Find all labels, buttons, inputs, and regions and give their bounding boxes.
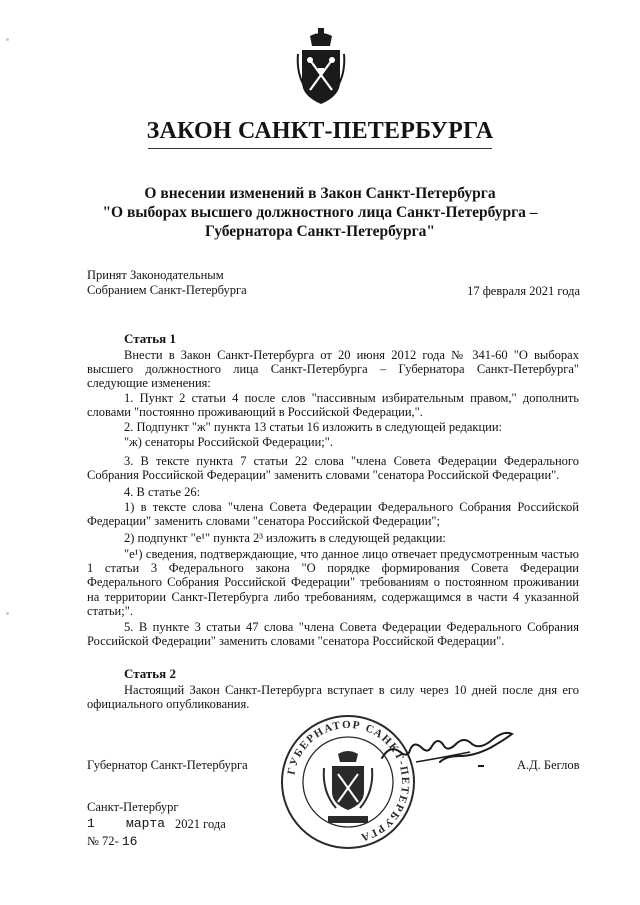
article-1-paragraph: 2. Подпункт "ж" пункта 13 статьи 16 изложить в следующей редакции: (124, 420, 503, 434)
law-title: ЗАКОН САНКТ-ПЕТЕРБУРГА (146, 118, 494, 144)
article-2-heading: Статья 2 (124, 666, 176, 681)
signing-place: Санкт-Петербург (87, 800, 179, 814)
signing-day: 1 (87, 816, 95, 831)
law-number (87, 834, 137, 849)
title-underline (148, 148, 492, 149)
scan-mark (6, 38, 9, 41)
article-1-heading: Статья 1 (124, 331, 176, 346)
adoption-note (87, 268, 247, 297)
article-1-paragraph: Внести в Закон Санкт-Петербурга от 20 июня 2012 года № 341-60 "О выборах высшего должностного лица Санкт-Петербурга – Губернатора Санкт-Петербурга" следующие изменения: (87, 348, 579, 391)
subtitle-line: "О выборах высшего должностного лица Санкт-Петербурга – (102, 204, 538, 221)
article-1-paragraph: "ж) сенаторы Российской Федерации;". (124, 435, 333, 449)
article-1-paragraph: 5. В пункте 3 статьи 47 слова "члена Совета Федерации Федерального Собрания Российской Федерации" заменить словами "сенатора Российской Федерации". (87, 620, 579, 649)
law-number-prefix: № 72- (87, 834, 119, 848)
subtitle-line: О внесении изменений в Закон Санкт-Петербурга (144, 185, 496, 202)
signatory-position: Губернатор Санкт-Петербурга (87, 758, 248, 772)
seal-text: ГУБЕРНАТОР САНКТ-ПЕТЕРБУРГА (285, 718, 412, 844)
scan-mark (6, 612, 9, 615)
coat-of-arms-icon (296, 28, 346, 108)
signing-month: марта (126, 816, 166, 831)
article-1-paragraph: "е¹) сведения, подтверждающие, что данное лицо отвечает предусмотренным частью 1 статьи 3 Федерального закона "О порядке формирования Совета Федерации Федерального Собрания Российской Федерации" требованиям о постоянном проживании на территории Санкт-Петербурга либо требованиям, содержащимся в части 4 указанной статьи;". (87, 547, 579, 618)
article-1-paragraph: 1. Пункт 2 статьи 4 после слов "пассивным избирательным правом," дополнить словами "постоянно проживающий в Российской Федерации,". (87, 391, 579, 420)
adoption-line: Собранием Санкт-Петербурга (87, 282, 247, 297)
adoption-line: Принят Законодательным (87, 268, 224, 282)
article-1-paragraph: 4. В статье 26: (124, 485, 201, 499)
signing-year: 2021 года (175, 817, 226, 831)
adoption-date: 17 февраля 2021 года (467, 284, 580, 298)
handwritten-signature-icon (380, 722, 515, 782)
article-1-paragraph: 2) подпункт "е¹" пункта 2³ изложить в следующей редакции: (124, 531, 446, 545)
signatory-name: А.Д. Беглов (517, 758, 580, 772)
subtitle-line: Губернатора Санкт-Петербурга" (204, 223, 436, 240)
law-subtitle (80, 184, 560, 241)
article-1-paragraph: 1) в тексте слова "члена Совета Федерации Федерального Собрания Российской Федерации" заменить словами "сенатора Российской Федерации"; (87, 500, 579, 529)
signing-date (87, 816, 226, 831)
law-number-value: 16 (121, 834, 138, 849)
article-2-paragraph: Настоящий Закон Санкт-Петербурга вступает в силу через 10 дней после дня его официального опубликования. (87, 683, 579, 712)
article-1-paragraph: 3. В тексте пункта 7 статьи 22 слова "члена Совета Федерации Федерального Собрания Российской Федерации" заменить словами "сенатора Российской Федерации". (87, 454, 579, 483)
